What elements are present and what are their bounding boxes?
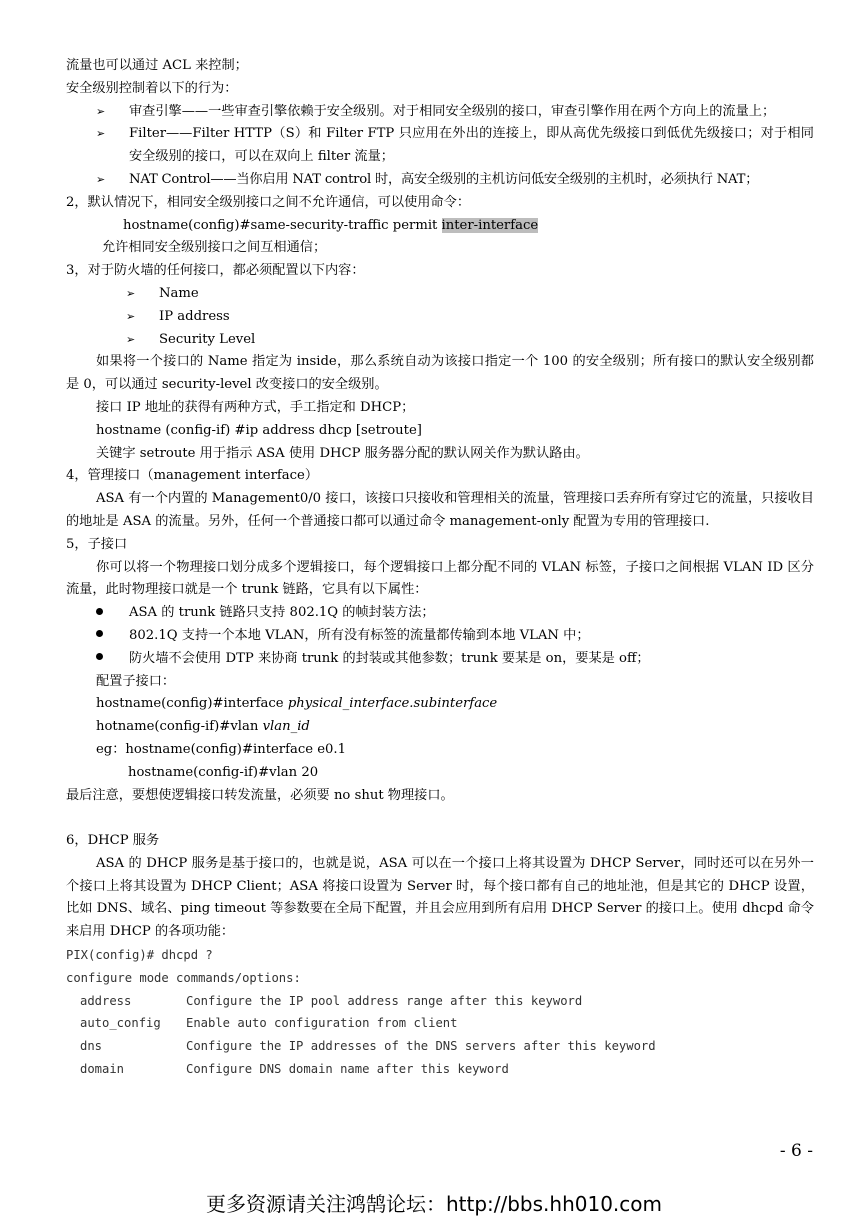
paragraph: 接口 IP 地址的获得有两种方式，手工指定和 DHCP； [96,399,415,415]
section-heading: 6，DHCP 服务 [66,833,160,849]
command-line: hostname(config-if)#vlan 20 [128,764,319,780]
list-item [66,169,814,192]
document-body [66,55,814,1081]
paragraph: 配置子接口： [96,673,176,689]
command-text: hotname(config-if)#vlan [96,719,263,735]
list-item-text: 审查引擎——一些审查引擎依赖于安全级别。对于相同安全级别的接口，审查引擎作用在两个方向上的流量上； [129,103,776,119]
arrow-bullet-icon: ➢ [126,286,136,300]
option-keyword: domain [80,1062,125,1077]
arrow-bullet-icon: ➢ [96,127,106,141]
command-line [66,716,814,739]
list-item-text: ASA 的 trunk 链路只支持 802.1Q 的帧封装方法； [129,605,435,621]
list-item [66,329,814,352]
option-description: Enable auto configuration from client [186,1016,458,1031]
list-item-text: IP address [159,308,230,324]
highlighted-text: inter-interface [441,217,539,233]
page-number: - 6 - [779,1141,813,1161]
blank-line [66,807,814,830]
code-option-row [66,990,814,1013]
list-item [66,283,814,306]
arrow-bullet-icon: ➢ [126,332,136,346]
paragraph: 关键字 setroute 用于指示 ASA 使用 DHCP 服务器分配的默认网关作为默认路由。 [96,445,589,461]
list-item-text: 防火墙不会使用 DTP 来协商 trunk 的封装或其他参数；trunk 要某是 on，要某是 off； [129,650,650,666]
section-heading: 4，管理接口（management interface） [66,468,319,484]
command-line: hostname (config-if) #ip address dhcp [setroute] [96,422,422,438]
list-item [66,101,814,124]
option-keyword: auto_config [80,1016,161,1031]
list-item [66,625,814,648]
arrow-bullet-icon: ➢ [96,104,106,118]
list-item [66,602,814,625]
dot-bullet-icon [66,648,129,671]
code-option-row [66,1058,814,1081]
code-line: configure mode commands/options: [66,970,301,985]
paragraph: 如果将一个接口的 Name 指定为 inside，那么系统自动为该接口指定一个 100 的安全级别；所有接口的默认安全级别都是 0，可以通过 security-level 改变接口的安全级别。 [66,354,814,393]
section-heading: 2，默认情况下，相同安全级别接口之间不允许通信，可以使用命令： [66,194,471,210]
list-item-text: 802.1Q 支持一个本地 VLAN，所有没有标签的流量都传输到本地 VLAN 中； [129,627,590,643]
option-description: Configure DNS domain name after this keyword [186,1062,509,1077]
list-item [66,306,814,329]
section-heading: 5，子接口 [66,536,128,552]
paragraph: 流量也可以通过 ACL 来控制； [66,58,248,73]
command-text: hostname(config)#same-security-traffic permit [123,217,442,233]
list-item [66,123,814,169]
dot-bullet-icon [66,625,129,648]
paragraph: 允许相同安全级别接口之间互相通信； [102,240,327,256]
code-options [66,990,814,1081]
option-description: Configure the IP addresses of the DNS servers after this keyword [186,1039,656,1054]
command-argument: physical_interface.subinterface [287,696,498,712]
list-item [66,648,814,671]
list-item-text: Security Level [159,331,256,347]
paragraph: ASA 的 DHCP 服务是基于接口的，也就是说，ASA 可以在一个接口上将其设置为 DHCP Server，同时还可以在另外一个接口上将其设置为 DHCP Client；ASA 将接口设置为 Server 时，每个接口都有自己的地址池，但是其它的 DHCP 设置，比如 DNS、域名、ping timeout 等参数要在全局下配置，并且会应用到所有启用 DHCP Server 的接口上。使用 dhcpd 命令来启用 DHCP 的各项功能： [66,855,814,940]
command-text: hostname(config)#interface [96,696,288,712]
command-line [66,215,814,238]
code-option-row [66,1012,814,1035]
paragraph: ASA 有一个内置的 Management0/0 接口，该接口只接收和管理相关的流量，管理接口丢弃所有穿过它的流量，只接收目的地址是 ASA 的流量。另外，任何一个普通接口都可以通过命令 management-only 配置为专用的管理接口. [66,491,814,529]
code-line: PIX(config)# dhcpd ? [66,948,213,963]
code-option-row [66,1035,814,1058]
option-description: Configure the IP pool address range after this keyword [186,993,583,1008]
footer-banner: 更多资源请关注鸿鹄论坛：http://bbs.hh010.com [205,1192,663,1216]
paragraph: 最后注意，要想使逻辑接口转发流量，必须要 no shut 物理接口。 [66,787,454,803]
paragraph: 安全级别控制着以下的行为： [66,80,238,96]
arrow-bullet-icon: ➢ [96,172,106,186]
section-heading: 3，对于防火墙的任何接口，都必须配置以下内容： [66,263,365,279]
arrow-bullet-icon: ➢ [126,309,136,323]
command-line: eg：hostname(config)#interface e0.1 [96,741,347,757]
option-keyword: dns [80,1039,103,1054]
list-item-text: Name [159,285,199,301]
command-line [66,693,814,716]
option-keyword: address [80,993,132,1008]
list-item-text: NAT Control——当你启用 NAT control 时，高安全级别的主机访问低安全级别的主机时，必须执行 NAT； [129,171,759,187]
command-argument: vlan_id [262,719,310,735]
list-item-text: Filter——Filter HTTP（S）和 Filter FTP 只应用在外出的连接上，即从高优先级接口到低优先级接口；对于相同安全级别的接口，可以在双向上 filter 流量； [129,126,814,165]
dot-bullet-icon [66,602,129,625]
paragraph: 你可以将一个物理接口划分成多个逻辑接口，每个逻辑接口上都分配不同的 VLAN 标签，子接口之间根据 VLAN ID 区分流量，此时物理接口就是一个 trunk 链路，它具有以下属性： [66,559,814,598]
